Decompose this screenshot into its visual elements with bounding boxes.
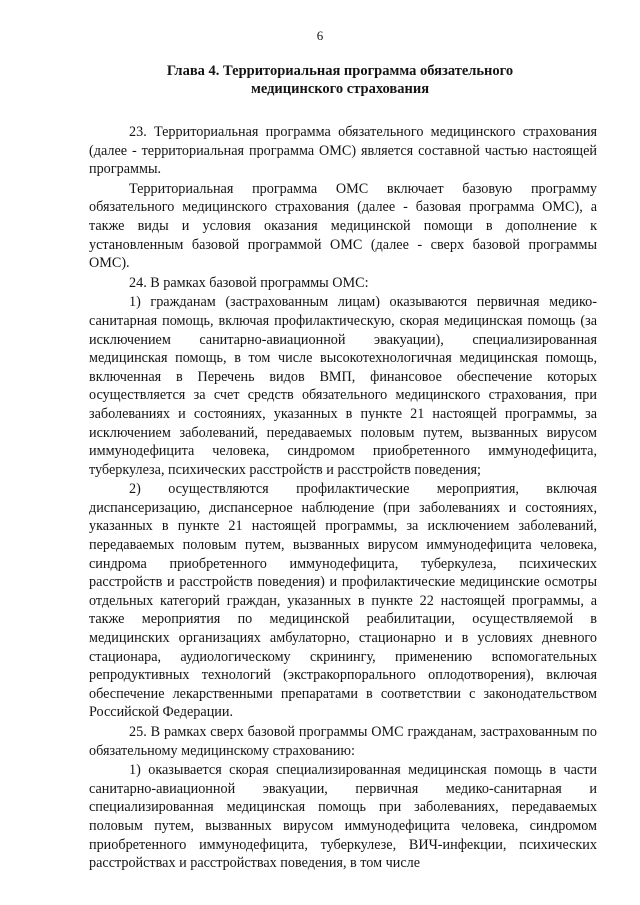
paragraph-24-item-1: 1) гражданам (застрахованным лицам) оказываются первичная медико-санитарная помощь, включая профилактическую, скорая медицинская помощь (за исключением санитарно-авиационной эвакуации), специализированная медицинская помощь, в том числе высокотехнологичная медицинская помощь, включенная в Перечень видов ВМП, финансовое обеспечение которых осуществляется за счет средств обязательного медицинского страхования, при заболеваниях и состояниях, указанных в пункте 21 настоящей программы, за исключением заболеваний, передаваемых половым путем, вызванных вирусом иммунодефицита человека, синдромом приобретенного иммунодефицита, туберкулеза, психических расстройств и расстройств поведения; bbox=[89, 294, 597, 478]
paragraph-24: 24. В рамках базовой программы ОМС: bbox=[129, 274, 369, 291]
paragraph-territorial-program: Территориальная программа ОМС включает базовую программу обязательного медицинского страхования (далее - базовая программа ОМС), а также виды и условия оказания медицинской помощи в дополнение к установленным базовой программой ОМС (далее - сверх базовой программы ОМС). bbox=[89, 180, 597, 272]
chapter-title bbox=[130, 62, 550, 98]
page-number: 6 bbox=[316, 28, 324, 43]
chapter-title-line-1: Глава 4. Территориальная программа обязательного bbox=[166, 63, 514, 79]
paragraph-25: 25. В рамках сверх базовой программы ОМС гражданам, застрахованным по обязательному медицинскому страхованию: bbox=[89, 724, 597, 759]
paragraph-23: 23. Территориальная программа обязательного медицинского страхования (далее - территориальная программа ОМС) является составной частью настоящей программы. bbox=[89, 124, 597, 178]
paragraph-24-item-2: 2) осуществляются профилактические мероприятия, включая диспансеризацию, диспансерное наблюдение (при заболеваниях и состояниях, указанных в пункте 21 настоящей программы, за исключением заболеваний, передаваемых половым путем, вызванных вирусом иммунодефицита человека, синдрома приобретенного иммунодефицита, туберкулеза, психических расстройств и расстройств поведения) и профилактические медицинские осмотры отдельных категорий граждан, указанных в пункте 22 настоящей программы, а также мероприятия по медицинской реабилитации, осуществляемой в медицинских организациях амбулаторно, стационарно и в условиях дневного стационара, аудиологическому скринингу, применению вспомогательных репродуктивных технологий (экстракорпорального оплодотворения), включая обеспечение лекарственными препаратами в соответствии с законодательством Российской Федерации. bbox=[89, 481, 597, 721]
chapter-title-line-2: медицинского страхования bbox=[250, 81, 430, 97]
paragraph-25-item-1: 1) оказывается скорая специализированная медицинская помощь в части санитарно-авиационной эвакуации, первичная медико-санитарная и специализированная медицинская помощь при заболеваниях, передаваемых половым путем, вызванных вирусом иммунодефицита человека, синдромом приобретенного иммунодефицита, туберкулезе, ВИЧ-инфекции, психических расстройствах и расстройствах поведения, в том числе bbox=[89, 762, 597, 872]
document-body bbox=[89, 123, 597, 873]
